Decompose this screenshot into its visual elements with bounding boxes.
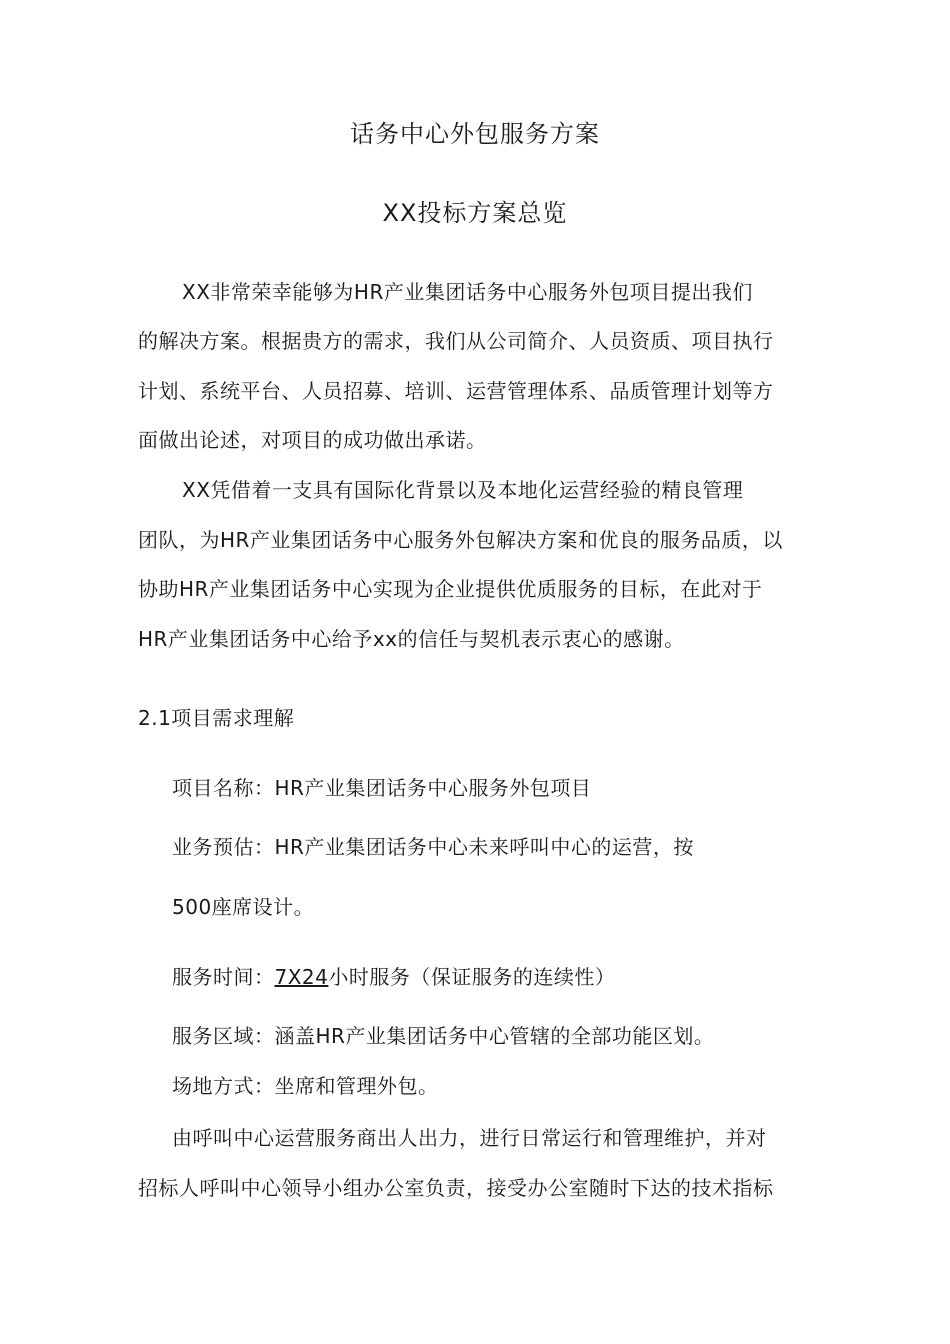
closing-line-1: 由呼叫中心运营服务商出人出力，进行日常运行和管理维护，并对	[172, 1126, 767, 1150]
intro-line-2: 的解决方案。根据贵方的需求，我们从公司简介、人员资质、项目执行	[138, 329, 774, 353]
intro-line-3: 计划、系统平台、人员招募、培训、运营管理体系、品质管理计划等方	[138, 379, 774, 403]
intro-line-6: 团队，为HR产业集团话务中心服务外包解决方案和优良的服务品质，以	[138, 528, 783, 552]
service-time-value: 7X24	[274, 965, 329, 989]
business-estimate-line-2: 500座席设计。	[172, 895, 315, 919]
intro-line-1: XX非常荣幸能够为HR产业集团话务中心服务外包项目提出我们	[182, 280, 753, 304]
document-title: 话务中心外包服务方案	[350, 120, 600, 148]
document-subtitle: XX投标方案总览	[382, 199, 568, 227]
site-mode: 场地方式：坐席和管理外包。	[172, 1074, 439, 1098]
intro-line-7: 协助HR产业集团话务中心实现为企业提供优质服务的目标，在此对于	[138, 577, 763, 601]
service-time-label: 服务时间：	[172, 965, 275, 989]
intro-line-4: 面做出论述，对项目的成功做出承诺。	[138, 428, 487, 452]
business-estimate-line-1: 业务预估：HR产业集团话务中心未来呼叫中心的运营，按	[172, 835, 694, 859]
project-name: 项目名称：HR产业集团话务中心服务外包项目	[172, 776, 592, 800]
service-time	[172, 963, 615, 991]
closing-line-2: 招标人呼叫中心领导小组办公室负责，接受办公室随时下达的技术指标	[138, 1176, 774, 1200]
service-time-rest: 小时服务（保证服务的连续性）	[328, 965, 616, 989]
service-area: 服务区域：涵盖HR产业集团话务中心管辖的全部功能区划。	[172, 1024, 715, 1048]
section-heading: 2.1项目需求理解	[138, 706, 295, 730]
intro-line-8: HR产业集团话务中心给予xx的信任与契机表示衷心的感谢。	[138, 627, 685, 651]
intro-line-5: XX凭借着一支具有国际化背景以及本地化运营经验的精良管理	[182, 478, 744, 502]
